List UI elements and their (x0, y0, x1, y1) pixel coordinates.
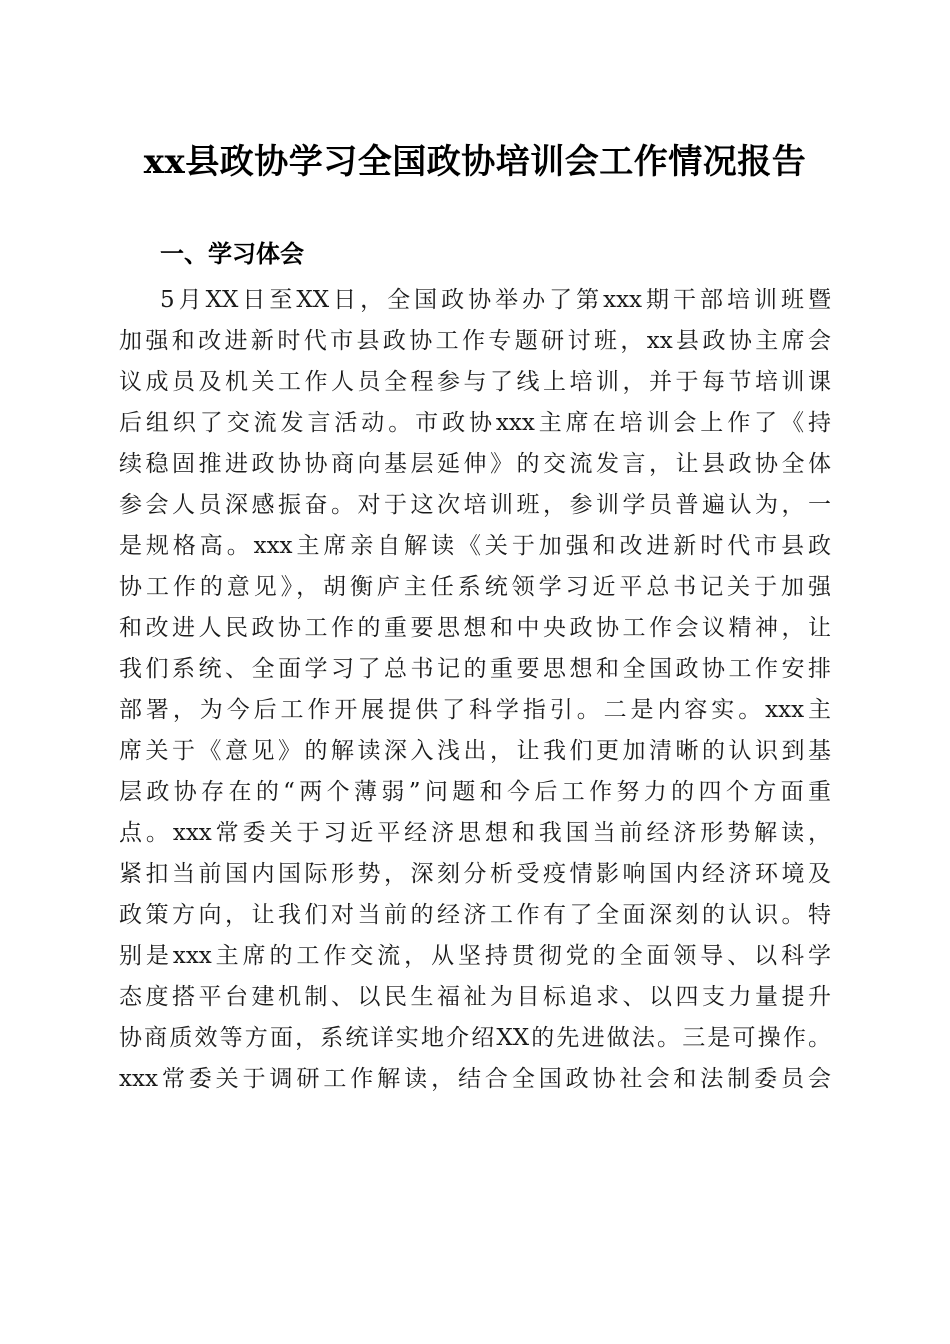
body-line: 和改进人民政协工作的重要思想和中央政协工作会议精神，让 (119, 615, 831, 641)
body-line: 政策方向，让我们对当前的经济工作有了全面深刻的认识。特 (119, 902, 831, 928)
body-line: 续稳固推进政协协商向基层延伸》的交流发言，让县政协全体 (119, 451, 831, 477)
body-line: 议成员及机关工作人员全程参与了线上培训，并于每节培训课 (119, 369, 831, 395)
body-line: 协商质效等方面，系统详实地介绍XX的先进做法。三是可操作。 (119, 1025, 831, 1051)
body-line: 是规格高。xxx主席亲自解读《关于加强和改进新时代市县政 (119, 533, 831, 559)
body-line: 层政协存在的“两个薄弱”问题和今后工作努力的四个方面重 (119, 779, 831, 805)
document-title: xx县政协学习全国政协培训会工作情况报告 (143, 142, 807, 182)
body-line: 协工作的意见》，胡衡庐主任系统领学习近平总书记关于加强 (119, 574, 831, 600)
body-line: 别是xxx主席的工作交流，从坚持贯彻党的全面领导、以科学 (119, 943, 831, 969)
body-line: 加强和改进新时代市县政协工作专题研讨班，xx县政协主席会 (119, 328, 831, 354)
body-line: 参会人员深感振奋。对于这次培训班，参训学员普遍认为，一 (119, 492, 831, 518)
body-line: 5月XX日至XX日，全国政协举办了第xxx期干部培训班暨 (160, 287, 831, 313)
body-line: 点。xxx常委关于习近平经济思想和我国当前经济形势解读， (119, 820, 831, 846)
body-line: xxx常委关于调研工作解读，结合全国政协社会和法制委员会 (119, 1066, 831, 1092)
section-heading: 一、学习体会 (160, 240, 304, 268)
body-line: 我们系统、全面学习了总书记的重要思想和全国政协工作安排 (119, 656, 831, 682)
body-line: 紧扣当前国内国际形势，深刻分析受疫情影响国内经济环境及 (119, 861, 831, 887)
body-line: 后组织了交流发言活动。市政协xxx主席在培训会上作了《持 (119, 410, 831, 436)
body-line: 态度搭平台建机制、以民生福祉为目标追求、以四支力量提升 (119, 984, 831, 1010)
body-line: 部署，为今后工作开展提供了科学指引。二是内容实。xxx主 (119, 697, 831, 723)
body-line: 席关于《意见》的解读深入浅出，让我们更加清晰的认识到基 (119, 738, 831, 764)
